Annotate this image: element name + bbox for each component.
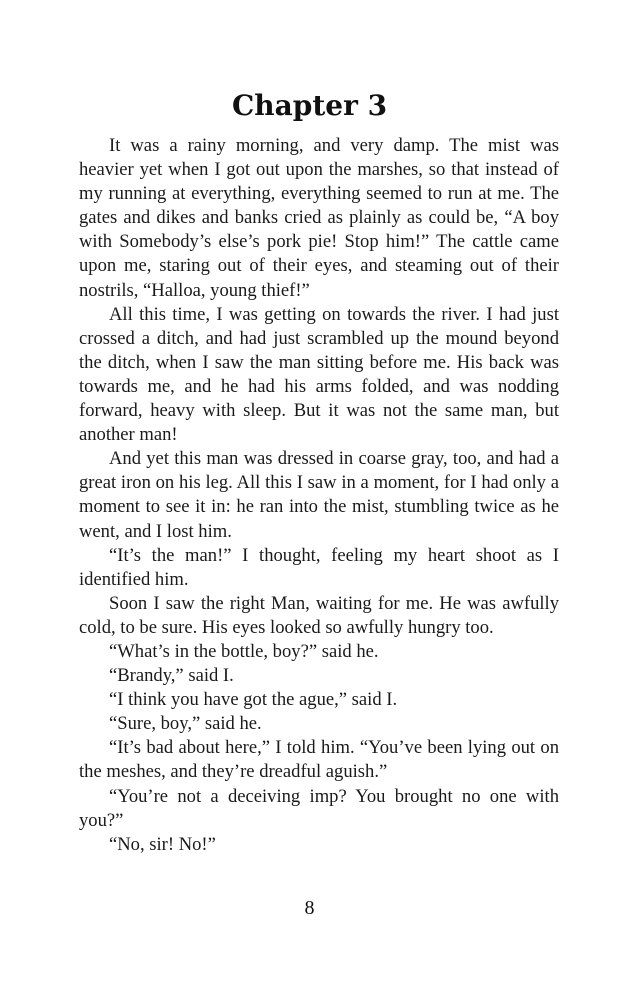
paragraph: “Sure, boy,” said he. bbox=[109, 713, 262, 735]
chapter-body bbox=[79, 134, 559, 857]
paragraph: “What’s in the bottle, boy?” said he. bbox=[109, 640, 379, 662]
paragraph: “It’s bad about here,” I told him. “You’ve been lying out on the meshes, and they’re dreadful aguish.” bbox=[79, 737, 559, 783]
page-number: 8 bbox=[304, 897, 315, 919]
paragraph: All this time, I was getting on towards the river. I had just crossed a ditch, and had just scrambled up the mound beyond the ditch, when I saw the man sitting before me. His back was towards me, and he had his arms folded, and was nodding forward, heavy with sleep. But it was not the same man, but another man! bbox=[79, 303, 559, 446]
paragraph: “I think you have got the ague,” said I. bbox=[109, 689, 398, 711]
paragraph: “You’re not a deceiving imp? You brought no one with you?” bbox=[79, 785, 559, 831]
paragraph: Soon I saw the right Man, waiting for me. He was awfully cold, to be sure. His eyes looked so awfully hungry too. bbox=[79, 592, 559, 638]
chapter-title: Chapter 3 bbox=[231, 89, 388, 122]
paragraph: It was a rainy morning, and very damp. The mist was heavier yet when I got out upon the marshes, so that instead of my running at everything, everything seemed to run at me. The gates and dikes and banks cried as plainly as could be, “A boy with Somebody’s else’s pork pie! Stop him!” The cattle came upon me, staring out of their eyes, and steaming out of their nostrils, “Halloa, young thief!” bbox=[79, 135, 559, 301]
paragraph: “It’s the man!” I thought, feeling my heart shoot as I identified him. bbox=[79, 544, 559, 590]
paragraph: “No, sir! No!” bbox=[109, 833, 216, 855]
paragraph: “Brandy,” said I. bbox=[109, 665, 234, 687]
paragraph: And yet this man was dressed in coarse gray, too, and had a great iron on his leg. All this I saw in a moment, for I had only a moment to see it in: he ran into the mist, stumbling twice as he went, and I lost him. bbox=[79, 448, 559, 542]
